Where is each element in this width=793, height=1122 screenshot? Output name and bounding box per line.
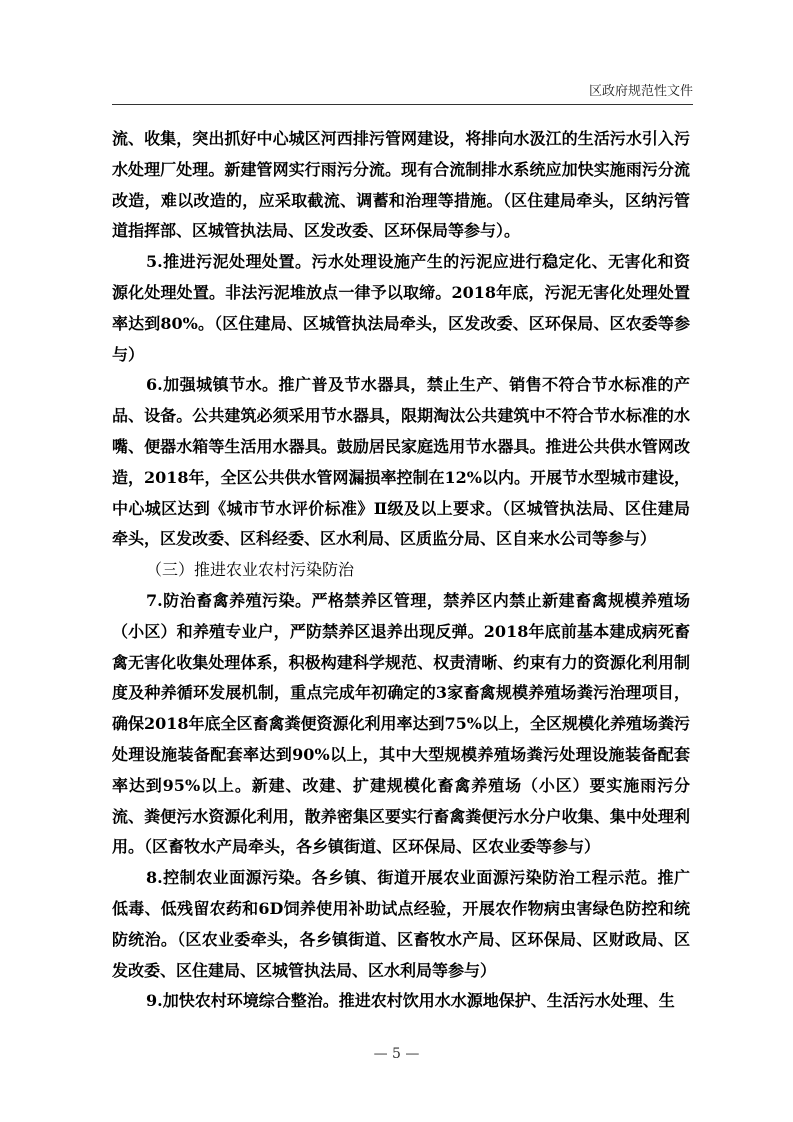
paragraph-item-6: 6.加强城镇节水。推广普及节水器具，禁止生产、销售不符合节水标准的产品、设备。公共建筑必须采用节水器具，限期淘汰公共建筑中不符合节水标准的水嘴、便器水箱等生活用水器具。鼓励居民家庭选用节水器具。推进公共供水管网改造，2018年，全区公共供水管网漏损率控制在12%以内。开展节水型城市建设，中心城区达到《城市节水评价标准》Ⅱ级及以上要求。（区城管执法局、区住建局牵头，区发改委、区科经委、区水利局、区质监分局、区自来水公司等参与） <box>112 375 691 549</box>
paragraph-item-9: 9.加快农村环境综合整治。推进农村饮用水水源地保护、生活污水处理、生 <box>146 991 675 1011</box>
header-divider <box>112 104 693 105</box>
document-body <box>112 124 690 1017</box>
page-number: — 5 — <box>373 1046 420 1062</box>
paragraph-item-5: 5.推进污泥处理处置。污水处理设施产生的污泥应进行稳定化、无害化和资源化处理处置。非法污泥堆放点一律予以取缔。2018年底，污泥无害化处理处置率达到80%。（区住建局、区城管执法局牵头，区发改委、区环保局、区农委等参与） <box>112 252 690 364</box>
header-doc-type: 区政府规范性文件 <box>588 84 693 99</box>
section-heading-3: （三）推进农业农村污染防治 <box>146 560 355 580</box>
paragraph-item-8: 8.控制农业面源污染。各乡镇、街道开展农业面源污染防治工程示范。推广低毒、低残留农药和6D饲养使用补助试点经验，开展农作物病虫害绿色防控和统防统治。（区农业委牵头，各乡镇街道、区畜牧水产局、区环保局、区财政局、区发改委、区住建局、区城管执法局、区水利局等参与） <box>112 868 690 980</box>
paragraph-continuation: 流、收集，突出抓好中心城区河西排污管网建设，将排向水汲江的生活污水引入污水处理厂处理。新建管网实行雨污分流。现有合流制排水系统应加快实施雨污分流改造，难以改造的，应采取截流、调蓄和治理等措施。（区住建局牵头，区纳污管道指挥部、区城管执法局、区发改委、区环保局等参与）。 <box>112 129 690 241</box>
paragraph-item-7: 7.防治畜禽养殖污染。严格禁养区管理，禁养区内禁止新建畜禽规模养殖场（小区）和养殖专业户，严防禁养区退养出现反弹。2018年底前基本建成病死畜禽无害化收集处理体系，积极构建科学规范、权责清晰、约束有力的资源化利用制度及种养循环发展机制，重点完成年初确定的3家畜禽规模养殖场粪污治理项目，确保2018年底全区畜禽粪便资源化利用率达到75%以上，全区规模化养殖场粪污处理设施装备配套率达到90%以上，其中大型规模养殖场粪污处理设施装备配套率达到95%以上。新建、改建、扩建规模化畜禽养殖场（小区）要实施雨污分流、粪便污水资源化利用，散养密集区要实行畜禽粪便污水分户收集、集中处理利用。（区畜牧水产局牵头，各乡镇街道、区环保局、区农业委等参与） <box>112 590 691 857</box>
